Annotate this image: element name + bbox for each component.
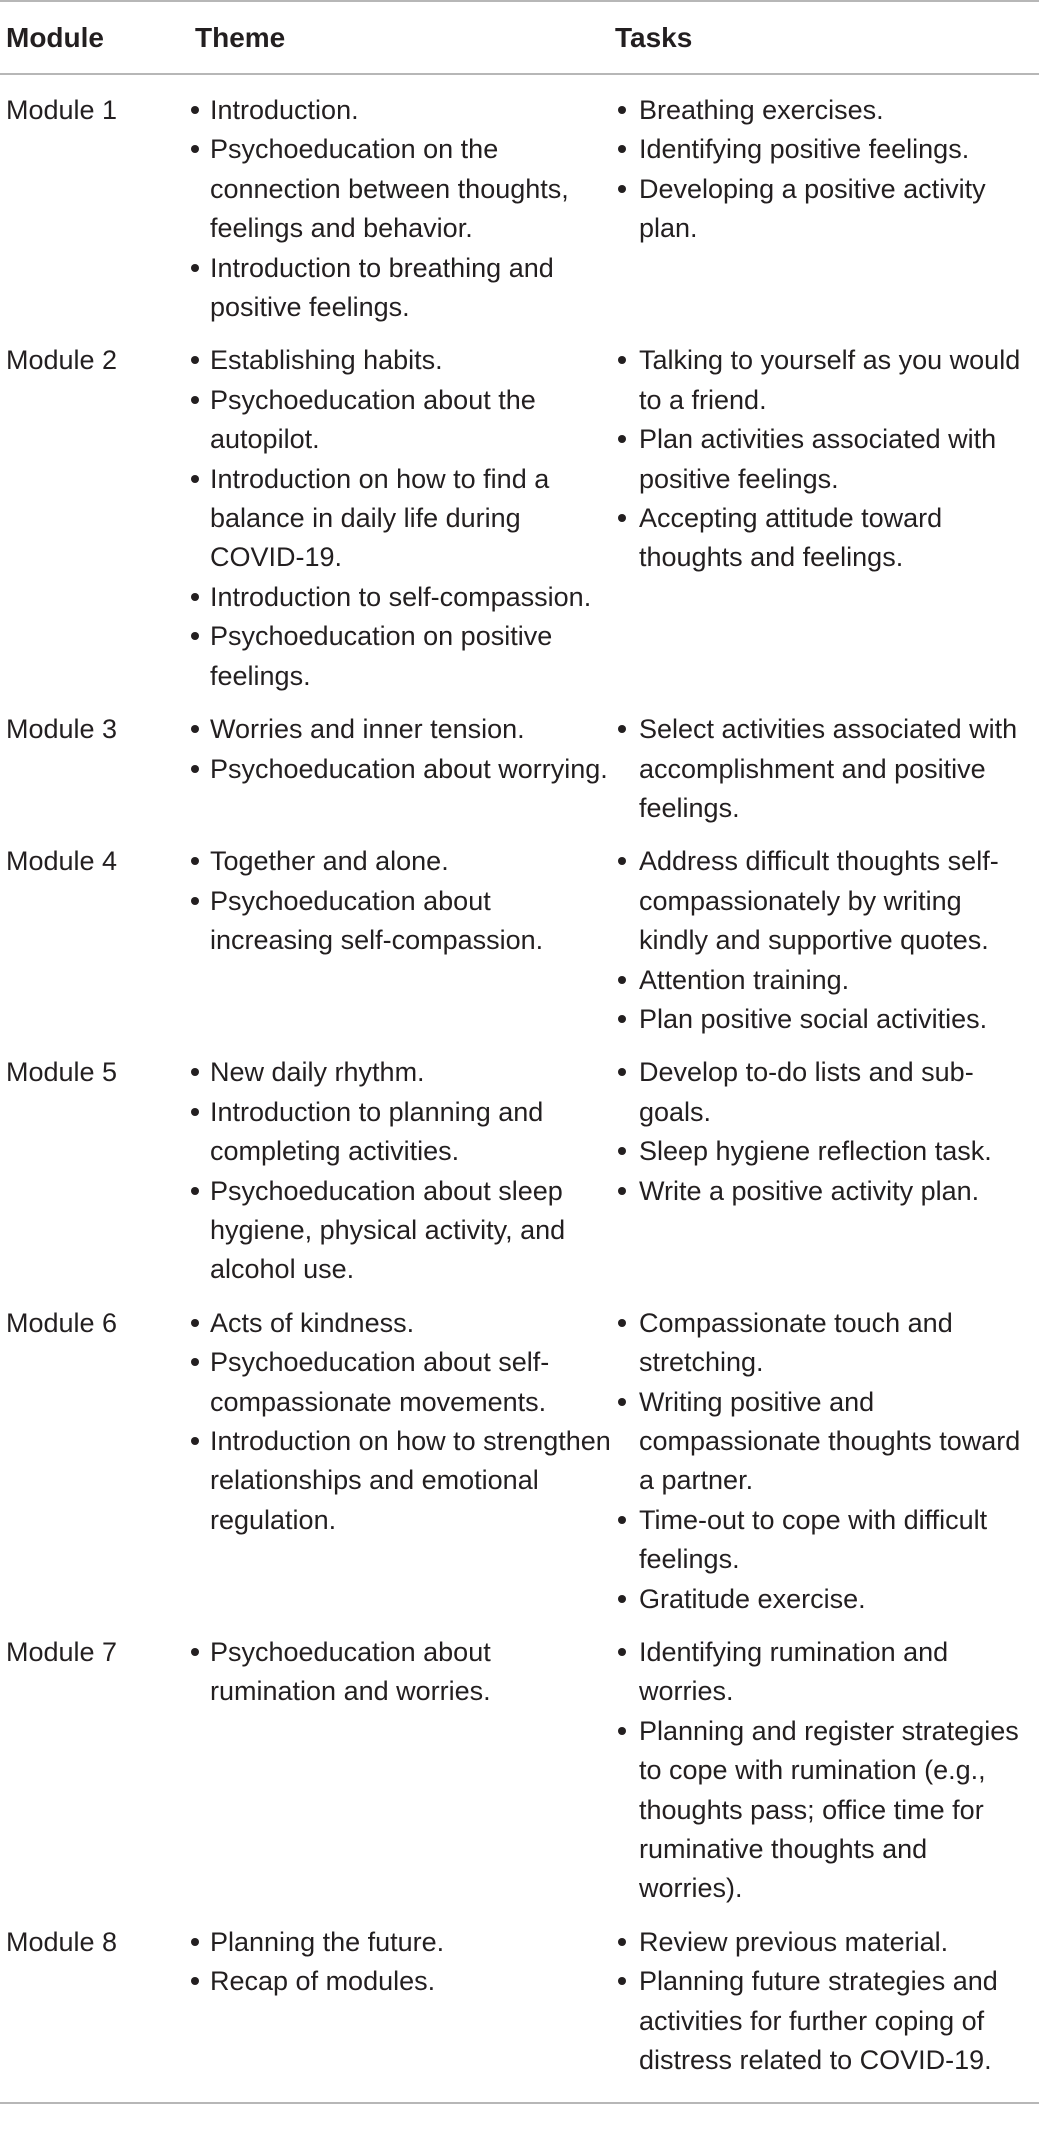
tasks-item-text: Select activities associated with accomplishment and positive feelings. (639, 714, 1018, 823)
tasks-list-item (617, 1383, 1035, 1501)
tasks-item-text: Compassionate touch and stretching. (639, 1307, 953, 1378)
bullet-icon (618, 1938, 626, 1946)
theme-item-text: New daily rhythm. (210, 1057, 425, 1088)
bullet-icon (618, 1727, 626, 1735)
theme-list-item (190, 1962, 613, 2001)
theme-cell (189, 696, 613, 828)
theme-list (190, 1923, 613, 2002)
theme-list-item (190, 1053, 613, 1092)
bullet-icon (191, 725, 199, 733)
table-header (0, 1, 1039, 74)
bullet-icon (191, 106, 199, 114)
theme-item-text: Psychoeducation on positive feelings. (210, 621, 553, 691)
header-row (0, 1, 1039, 74)
theme-cell (189, 327, 613, 696)
header-theme: Theme (189, 1, 613, 74)
tasks-item-text: Accepting attitude toward thoughts and feelings. (639, 503, 943, 573)
bullet-icon (191, 765, 199, 773)
theme-item-text: Acts of kindness. (210, 1307, 415, 1338)
theme-list-item (190, 249, 613, 328)
bullet-icon (191, 1977, 199, 1985)
tasks-item-text: Developing a positive activity plan. (639, 173, 986, 244)
module-cell: Module 5 (6, 1057, 118, 1088)
theme-list-item (190, 750, 613, 789)
theme-cell (189, 1619, 613, 1909)
bullet-icon (618, 1398, 626, 1406)
tasks-list-item (617, 961, 1035, 1000)
theme-list (190, 341, 613, 696)
theme-item-text: Psychoeducation about self-compassionate movements. (210, 1347, 550, 1417)
bullet-icon (618, 1068, 626, 1076)
tasks-list-item (617, 1172, 1035, 1211)
tasks-cell (613, 1909, 1039, 2103)
bullet-icon (618, 145, 626, 153)
theme-item-text: Together and alone. (210, 846, 449, 877)
table-row (0, 327, 1039, 696)
tasks-list (617, 710, 1039, 828)
tasks-item-text: Review previous material. (639, 1926, 949, 1957)
theme-list-item (190, 617, 613, 696)
theme-list (190, 1053, 613, 1289)
tasks-list-item (617, 1132, 1035, 1171)
bullet-icon (191, 632, 199, 640)
theme-list-item (190, 381, 613, 460)
tasks-list (617, 1304, 1039, 1619)
table-row (0, 828, 1039, 1039)
bullet-icon (191, 1358, 199, 1366)
bullet-icon (618, 356, 626, 364)
tasks-list (617, 1923, 1039, 2081)
tasks-list (617, 842, 1039, 1039)
theme-list-item (190, 578, 613, 617)
theme-list-item (190, 1304, 613, 1343)
tasks-list-item (617, 842, 1035, 960)
tasks-item-text: Write a positive activity plan. (639, 1175, 980, 1206)
tasks-item-text: Develop to-do lists and sub-goals. (639, 1057, 974, 1127)
bullet-icon (618, 976, 626, 984)
tasks-list-item (617, 1712, 1035, 1909)
bullet-icon (191, 475, 199, 483)
tasks-list-item (617, 91, 1035, 130)
bullet-icon (191, 396, 199, 404)
theme-list (190, 842, 613, 960)
theme-item-text: Planning the future. (210, 1926, 445, 1957)
tasks-list-item (617, 499, 1035, 578)
bullet-icon (191, 145, 199, 153)
bullet-icon (191, 1319, 199, 1327)
table-row (0, 1290, 1039, 1619)
theme-item-text: Psychoeducation about sleep hygiene, physical activity, and alcohol use. (210, 1175, 566, 1285)
tasks-list-item (617, 1962, 1035, 2080)
tasks-cell (613, 1290, 1039, 1619)
theme-item-text: Introduction to self-compassion. (210, 581, 592, 612)
module-cell: Module 2 (6, 345, 118, 376)
table-row (0, 74, 1039, 327)
theme-item-text: Establishing habits. (210, 345, 443, 376)
tasks-cell (613, 327, 1039, 696)
theme-list-item (190, 1093, 613, 1172)
bullet-icon (191, 1108, 199, 1116)
bullet-icon (618, 725, 626, 733)
theme-item-text: Psychoeducation about increasing self-compassion. (210, 885, 544, 956)
bullet-icon (618, 1648, 626, 1656)
tasks-cell (613, 1619, 1039, 1909)
tasks-list-item (617, 130, 1035, 169)
module-cell: Module 6 (6, 1307, 118, 1338)
tasks-list (617, 1633, 1039, 1909)
bullet-icon (618, 1595, 626, 1603)
bullet-icon (618, 185, 626, 193)
table-row (0, 1909, 1039, 2103)
tasks-list-item (617, 1923, 1035, 1962)
theme-list (190, 1633, 613, 1712)
tasks-item-text: Breathing exercises. (639, 95, 884, 125)
theme-list (190, 91, 613, 327)
tasks-item-text: Gratitude exercise. (639, 1583, 866, 1614)
tasks-item-text: Plan positive social activities. (639, 1003, 988, 1034)
tasks-list-item (617, 341, 1035, 420)
theme-item-text: Psychoeducation on the connection between thoughts, feelings and behavior. (210, 134, 569, 244)
bullet-icon (618, 1516, 626, 1524)
tasks-list-item (617, 1633, 1035, 1712)
theme-list-item (190, 1422, 613, 1540)
theme-cell (189, 1039, 613, 1289)
tasks-cell (613, 74, 1039, 327)
theme-list-item (190, 842, 613, 881)
tasks-item-text: Time-out to cope with difficult feelings. (639, 1504, 988, 1575)
table-row (0, 1039, 1039, 1289)
theme-item-text: Recap of modules. (210, 1966, 436, 1997)
theme-list-item (190, 710, 613, 749)
tasks-list (617, 1053, 1039, 1211)
bullet-icon (618, 435, 626, 443)
theme-item-text: Worries and inner tension. (210, 714, 525, 745)
theme-cell (189, 828, 613, 1039)
tasks-cell (613, 828, 1039, 1039)
theme-item-text: Psychoeducation about the autopilot. (210, 384, 536, 455)
tasks-item-text: Writing positive and compassionate thoughts toward a partner. (639, 1386, 1021, 1496)
theme-cell (189, 74, 613, 327)
module-cell: Module 4 (6, 846, 118, 877)
header-tasks: Tasks (613, 1, 1039, 74)
tasks-cell (613, 696, 1039, 828)
bullet-icon (618, 1147, 626, 1155)
theme-item-text: Introduction on how to find a balance in daily life during COVID-19. (210, 463, 550, 573)
bullet-icon (191, 1187, 199, 1195)
theme-cell (189, 1909, 613, 2103)
table-body (0, 74, 1039, 2103)
tasks-list-item (617, 170, 1035, 249)
theme-list-item (190, 1172, 613, 1290)
tasks-list-item (617, 420, 1035, 499)
table-row (0, 696, 1039, 828)
theme-item-text: Psychoeducation about worrying. (210, 753, 608, 784)
bullet-icon (191, 1938, 199, 1946)
header-module: Module (0, 1, 189, 74)
module-cell: Module 1 (6, 95, 118, 125)
theme-item-text: Introduction to breathing and positive feelings. (210, 252, 554, 323)
bullet-icon (618, 1187, 626, 1195)
theme-item-text: Psychoeducation about rumination and worries. (210, 1637, 491, 1707)
tasks-list-item (617, 1501, 1035, 1580)
tasks-item-text: Sleep hygiene reflection task. (639, 1136, 992, 1167)
tasks-item-text: Attention training. (639, 964, 850, 995)
theme-list-item (190, 341, 613, 380)
theme-list-item (190, 1343, 613, 1422)
bullet-icon (618, 1977, 626, 1985)
bullet-icon (618, 857, 626, 865)
tasks-item-text: Talking to yourself as you would to a friend. (639, 345, 1021, 415)
tasks-list (617, 341, 1039, 577)
table-row (0, 1619, 1039, 1909)
theme-item-text: Introduction to planning and completing activities. (210, 1096, 544, 1167)
bullet-icon (618, 1319, 626, 1327)
bullet-icon (191, 593, 199, 601)
tasks-cell (613, 1039, 1039, 1289)
tasks-item-text: Plan activities associated with positive feelings. (639, 424, 997, 494)
tasks-item-text: Planning future strategies and activities for further coping of distress related to COVID-19. (639, 1966, 998, 2076)
theme-item-text: Introduction. (210, 95, 359, 125)
tasks-list-item (617, 710, 1035, 828)
tasks-list-item (617, 1053, 1035, 1132)
tasks-item-text: Address difficult thoughts self-compassionately by writing kindly and supportive quotes. (639, 846, 999, 956)
theme-list (190, 1304, 613, 1540)
theme-list-item (190, 130, 613, 248)
theme-list-item (190, 882, 613, 961)
bullet-icon (191, 264, 199, 272)
bullet-icon (191, 1648, 199, 1656)
tasks-list-item (617, 1580, 1035, 1619)
theme-cell (189, 1290, 613, 1619)
tasks-item-text: Planning and register strategies to cope with rumination (e.g., thoughts pass; office time for ruminative thoughts and worries). (639, 1715, 1019, 1904)
theme-item-text: Introduction on how to strengthen relationships and emotional regulation. (210, 1426, 611, 1535)
module-cell: Module 7 (6, 1637, 118, 1668)
module-cell: Module 3 (6, 714, 118, 745)
theme-list (190, 710, 613, 789)
bullet-icon (618, 514, 626, 522)
theme-list-item (190, 460, 613, 578)
bullet-icon (618, 106, 626, 114)
bullet-icon (191, 897, 199, 905)
bullet-icon (618, 1015, 626, 1023)
theme-list-item (190, 1923, 613, 1962)
tasks-list (617, 91, 1039, 249)
bullet-icon (191, 1437, 199, 1445)
tasks-list-item (617, 1000, 1035, 1039)
tasks-item-text: Identifying positive feelings. (639, 134, 970, 165)
tasks-list-item (617, 1304, 1035, 1383)
bullet-icon (191, 857, 199, 865)
theme-list-item (190, 1633, 613, 1712)
module-cell: Module 8 (0, 1909, 189, 2103)
bullet-icon (191, 1068, 199, 1076)
tasks-item-text: Identifying rumination and worries. (639, 1637, 949, 1707)
bullet-icon (191, 356, 199, 364)
theme-list-item (190, 91, 613, 130)
